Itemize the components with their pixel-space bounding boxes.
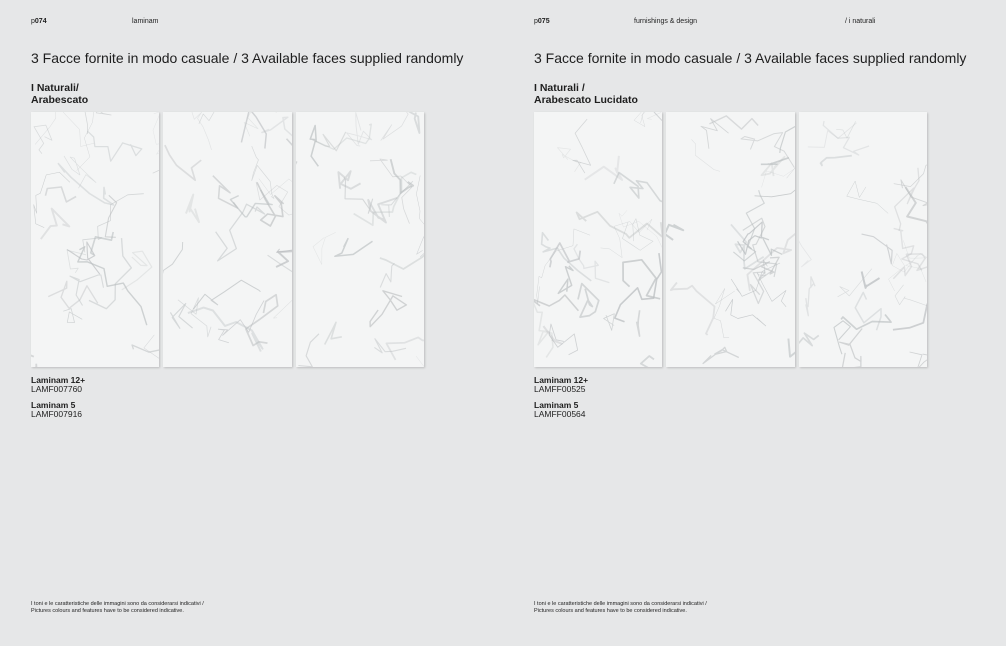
- spec-name: Laminam 12+: [31, 375, 86, 385]
- marble-slab-face-1: [31, 112, 159, 367]
- collection-title-line1: I Naturali /: [534, 82, 585, 94]
- spec-laminam-12: [31, 376, 85, 394]
- disclaimer: [534, 601, 707, 615]
- marble-slab-group: [31, 112, 424, 367]
- right-page: [503, 0, 1006, 646]
- section-label: furnishings & design: [634, 18, 698, 25]
- disclaimer-italian: I toni e le caratteristiche delle immagini sono da considerarsi indicativi /: [31, 601, 204, 607]
- marble-slab-face-3: [296, 112, 424, 367]
- spec-name: Laminam 5: [534, 400, 579, 410]
- spec-code: LAMF007760: [31, 384, 83, 394]
- marble-slab-face-2: [163, 112, 291, 367]
- spec-laminam-12: [534, 376, 588, 394]
- marble-slab-group: [534, 112, 927, 367]
- disclaimer: [31, 601, 204, 615]
- marble-slab-face-2: [666, 112, 794, 367]
- disclaimer-english: Pictures colours and features have to be considered indicative.: [534, 608, 687, 614]
- disclaimer-english: Pictures colours and features have to be considered indicative.: [31, 608, 184, 614]
- collection-title: [31, 82, 88, 106]
- spec-name: Laminam 12+: [534, 375, 589, 385]
- spec-code: LAMF007916: [31, 409, 83, 419]
- collection-title-line2: Arabescato Lucidato: [534, 94, 638, 106]
- collection-title: [534, 82, 638, 106]
- headline: 3 Facce fornite in modo casuale / 3 Available faces supplied randomly: [534, 50, 967, 66]
- spec-laminam-5: [534, 401, 586, 419]
- spec-laminam-5: [31, 401, 82, 419]
- headline: 3 Facce fornite in modo casuale / 3 Available faces supplied randomly: [31, 50, 464, 66]
- marble-slab-face-3: [799, 112, 927, 367]
- section-label: laminam: [132, 18, 159, 25]
- category-tag: / i naturali: [845, 18, 876, 25]
- marble-slab-face-1: [534, 112, 662, 367]
- disclaimer-italian: I toni e le caratteristiche delle immagini sono da considerarsi indicativi /: [534, 601, 707, 607]
- spec-code: LAMFF00564: [534, 409, 586, 419]
- collection-title-line2: Arabescato: [31, 94, 89, 106]
- page-number: p075: [534, 18, 550, 25]
- collection-title-line1: I Naturali/: [31, 82, 79, 94]
- page-number: p074: [31, 18, 47, 25]
- spec-name: Laminam 5: [31, 400, 76, 410]
- spec-code: LAMFF00525: [534, 384, 586, 394]
